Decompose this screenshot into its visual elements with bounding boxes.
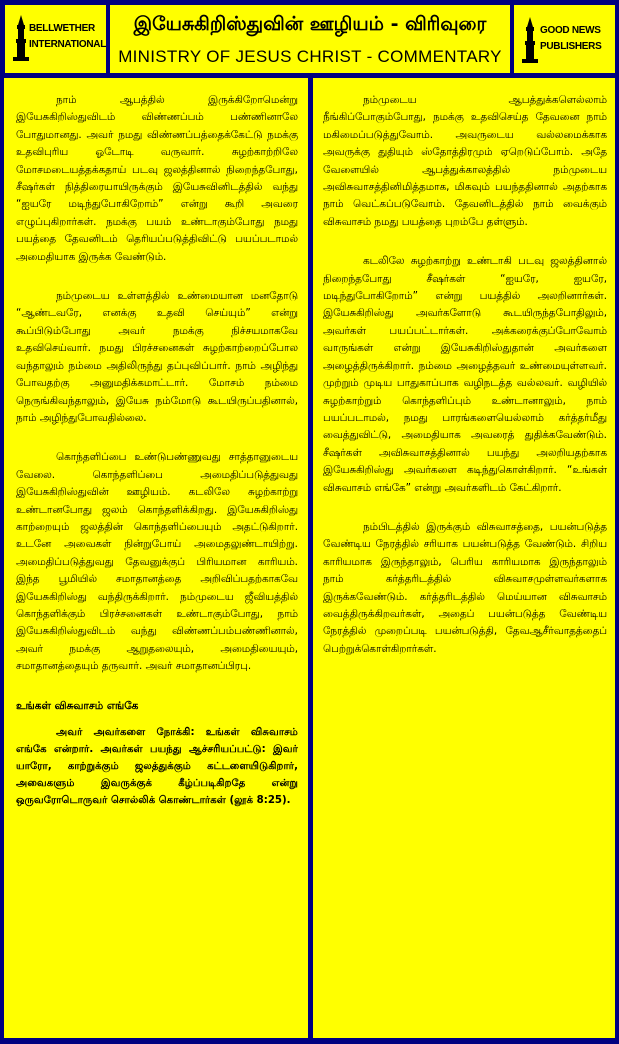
section-heading: உங்கள் விசுவாசம் எங்கே <box>16 699 139 712</box>
paragraph: நம்பிடத்தில் இருக்கும் விசுவாசத்தை, பயன்படுத்த வேண்டிய நேரத்தில் சரியாக பயன்படுத்த வேண்டும். சிறிய காரியமாக இருந்தாலும், பெரிய காரியமாக இருந்தாலும் நாம் கர்த்தரிடத்தில் விசுவாசமுள்ளவர்களாக இருக்கவேண்டும். கர்த்தரிடத்தில் மெய்யான விசுவாசம் வைத்திருக்கிறவர்கள், அதைப் பயன்படுத்த வேண்டிய நேரத்தில் முறைப்படி பயன்படுத்தி, தேவஆசீர்வாதத்தைப் பெற்றுக்கொள்கிறார்கள். <box>323 520 607 655</box>
paragraph: நாம் ஆபத்தில் இருக்கிறோமென்று இயேசுகிறிஸ்துவிடம் விண்ணப்பம் பண்ணினாலே போதுமானது. அவர் நமது விண்ணப்பத்தைக்கேட்டு நமக்கு உதவிபுரிய ஓடோடி வருவார். சுழற்காற்றிலே மோசமடையத்தக்கதாய் படவு ஜலத்தினால் நிறைந்தபோது, சீஷர்கள் நித்திரையாயிருக்கும் இயேசுவினிடத்தில் வந்து “ஐயரே மடிந்துபோகிறோம்” என்று கூறி அவரை எழுப்புகிறார்கள். நமக்கு பயம் உண்டாகும்போது நமது பயத்தை தேவனிடம் தெரியப்படுத்திவிட்டு பயப்படாமல் அமைதியாக இருக்க வேண்டும். <box>16 94 298 263</box>
bell-tower-icon <box>522 17 538 63</box>
bellwether-logo <box>5 5 106 73</box>
paragraph: கொந்தளிப்பை உண்டுபண்ணுவது சாத்தானுடைய வேலை. கொந்தளிப்பை அமைதிப்படுத்துவது இயேசுகிறிஸ்துவின் ஊழியம். கடலிலே சுழற்காற்று உண்டானபோது ஜலம் கொந்தளிக்கிறது. இயேசுகிறிஸ்து காற்றையும் ஜலத்தின் கொந்தளிப்பையும் அதட்டுகிறார். உடனே அவைகள் நின்றுபோய் அமைதலுண்டாயிற்று. அமைதிப்படுத்துவது தேவனுக்குப் பிரியமான காரியம். இந்த பூமியில் சமாதானத்தை அறிவிப்பதற்காகவே இயேசுகிறிஸ்து வந்திருக்கிறார். நம்முடைய ஜீவியத்தில் கொந்தளிக்கும் பிரச்சனைகள் உண்டாகும்போது, நாம் இயேசுகிறிஸ்துவிடம் வந்து விண்ணப்பம்பண்ணினால், அவர் நமக்கு ஆறுதலையும், அமைதியையும், சமாதானத்தையும் தருவார். அவர் சமாதானப்பிரபு. <box>16 451 298 673</box>
title-tamil: இயேசுகிறிஸ்துவின் ஊழியம் - விரிவுரை <box>133 13 487 35</box>
title-english: MINISTRY OF JESUS CHRIST - COMMENTARY <box>118 47 502 66</box>
paragraph: நம்முடைய ஆபத்துக்களெல்லாம் நீங்கிப்போகும்போது, நமக்கு உதவிசெய்த தேவனை நாம் மகிமைப்படுத்துவோம். அவருடைய வல்லமைக்காக அவருக்கு துதியும் ஸ்தோத்திரமும் ஏறெடுப்போம். அதே வேளையில் ஆபத்துக்காலத்தில் நம்முடைய அவிசுவாசத்தினிமித்தமாக, மிகவும் பயந்ததினால் அதற்காக நாம் வெட்கப்படுவோம். தேவனிடத்தில் நாம் வைக்கும் விசுவாசம் நமது பயத்தை புறம்பே தள்ளும். <box>323 94 607 228</box>
header-bar <box>2 2 617 74</box>
paragraph: கடலிலே சுழற்காற்று உண்டாகி படவு ஜலத்தினால் நிறைந்தபோது சீஷர்கள் “ஐயரே, ஐயரே, மடிந்துபோகிறோம்” என்று பயத்தில் அலறினார்கள். இயேசுகிறிஸ்து அவர்களோடு கூடயிருந்தபோதிலும், அவர்கள் பயப்பட்டார்கள். அக்கரைக்குப்போவோம் வாருங்கள் என்று இயேசுகிறிஸ்துதான் அவர்களை அழைத்திருக்கிறார். நம்மை அழைத்தவர் உண்மையுள்ளவர். முற்றும் முடிய பாதுகாப்பாக வழிநடத்த வல்லவர். வழியில் சுழற்காற்றும் கொந்தளிப்பும் உண்டானாலும், நாம் பயப்படாமல், நமது பாரங்களையெல்லாம் கர்த்தர்மீது வைத்துவிட்டு, அமைதியாக அவரைத் துதிக்கவேண்டும். சீஷர்கள் அவிசுவாசத்தினால் பயந்து அலறியதற்காக இயேசுகிறிஸ்து அவர்களை கடிந்துகொள்கிறார். “உங்கள் விசுவாசம் எங்கே” என்று அவர்களிடம் கேட்கிறார். <box>323 255 607 494</box>
left-logo-text: BELLWETHER INTERNATIONAL <box>29 23 107 50</box>
scripture-quote: அவர் அவர்களை நோக்கி: உங்கள் விசுவாசம் எங்கே என்றார். அவர்கள் பயந்து ஆச்சரியப்பட்டு: இவர் யாரோ, காற்றுக்கும் ஜலத்துக்கும் கட்டளையிடுகிறார், அவைகளும் இவருக்குக் கீழ்ப்படிகிறதே என்று ஒருவரோடொருவர் சொல்லிக் கொண்டார்கள் (லூக் 8:25). <box>16 726 298 806</box>
right-logo-text: GOOD NEWS PUBLISHERS <box>540 25 602 52</box>
title-box <box>110 5 510 73</box>
right-column <box>313 78 615 1038</box>
good-news-logo <box>514 5 615 73</box>
left-column <box>4 78 308 1038</box>
bell-tower-icon <box>13 15 29 61</box>
paragraph: நம்முடைய உள்ளத்தில் உண்மையான மனதோடு “ஆண்டவரே, எனக்கு உதவி செய்யும்” என்று கூப்பிடும்போது அவர் நமக்கு நிச்சயமாகவே உதவிசெய்வார். நமது பிரச்சனைகள் சுழற்காற்றைப்போல வந்தாலும் நம்மை அதிலிருந்து தப்புவிப்பார். நாம் அழிந்து போவதற்கு அனுமதிக்கமாட்டார். மோசம் நம்மை நெருங்கிவந்தாலும், இயேசு நம்மோடு கூடயிருப்பதினால், நாம் அழிந்துபோவதில்லை. <box>16 290 298 424</box>
